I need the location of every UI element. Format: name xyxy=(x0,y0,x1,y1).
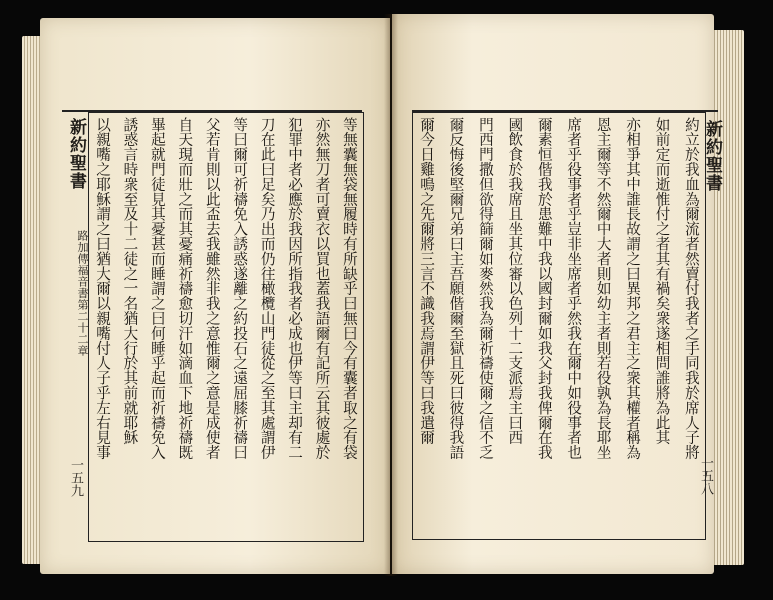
right-page-number: 一五八 xyxy=(698,456,713,495)
left-running-head: 新約聖書 xyxy=(66,118,86,190)
left-text-frame xyxy=(88,112,364,542)
text-column: 誘惑言時衆至及十二徒之一名猶大行於其前就耶穌 xyxy=(121,117,139,445)
text-column: 等曰爾可祈禱免入誘惑遂離之約投石之遠屈膝祈禱曰 xyxy=(231,117,249,460)
text-column: 爾素恒偕我於患難中我以國封爾如我父封我俾爾在我 xyxy=(535,117,553,460)
text-column: 約立於我血為爾流者然賣付我者之手同我於席人子將 xyxy=(682,117,700,460)
right-running-head: 新約聖書 xyxy=(702,120,722,192)
text-column: 刀在此曰足矣乃出而仍往橄欖山門徒從之至其處謂伊 xyxy=(258,117,276,460)
text-column: 爾今日雞鳴之先爾將三言不識我焉謂伊等曰我遣爾 xyxy=(418,117,435,445)
right-text-columns xyxy=(417,117,701,535)
text-column: 以親嘴之耶穌謂之曰猶大爾以親嘴付人子乎左右見事 xyxy=(94,117,111,460)
left-page-number: 一五九 xyxy=(68,458,83,497)
text-column: 國飲食於我席且坐其位審以色列十二支派焉主曰西 xyxy=(506,117,524,445)
text-column: 亦然無刀者可賣衣以買也蓋我語爾有記所云其彼處於 xyxy=(313,117,331,460)
text-column: 父若肯則以此盃去我雖然非我之意惟爾之意是成使者 xyxy=(203,117,221,460)
text-column: 畢起就門徒見其憂甚而睡謂之曰何睡乎起而祈禱免入 xyxy=(148,117,166,460)
right-text-frame xyxy=(412,112,706,540)
text-column: 自天現而壯之而其憂痛祈禱愈切汗如滴血下地祈禱既 xyxy=(176,117,194,460)
text-column: 門西門撒但欲得篩爾如麥然我為爾祈禱使爾之信不乏 xyxy=(476,117,494,460)
text-column: 恩主爾等不然爾中大者則如幼主者則若役孰為長耶坐 xyxy=(594,117,612,460)
text-column: 等無囊無袋無履時有所缺乎曰無曰今有囊者取之有袋 xyxy=(340,117,358,460)
left-text-columns xyxy=(93,117,359,537)
text-column: 犯罪中者必應於我因所指我者必成也伊等曰主却有二 xyxy=(286,117,304,460)
book-gutter xyxy=(384,14,398,576)
text-column: 亦相爭其中誰長故謂之曰異邦之君主之衆其權者稱為 xyxy=(624,117,642,460)
text-column: 爾反悔後堅爾兄弟曰主吾願偕爾至獄且死曰彼得我語 xyxy=(447,117,465,460)
left-chapter-head: 路加傳福音書第二十二章 xyxy=(76,230,89,357)
text-column: 席者乎役事者乎豈非坐席者乎然我在爾中如役事者也 xyxy=(565,117,583,460)
text-column: 如前定而逝惟付之者其有禍矣衆遂相問誰將為此其 xyxy=(653,117,671,445)
